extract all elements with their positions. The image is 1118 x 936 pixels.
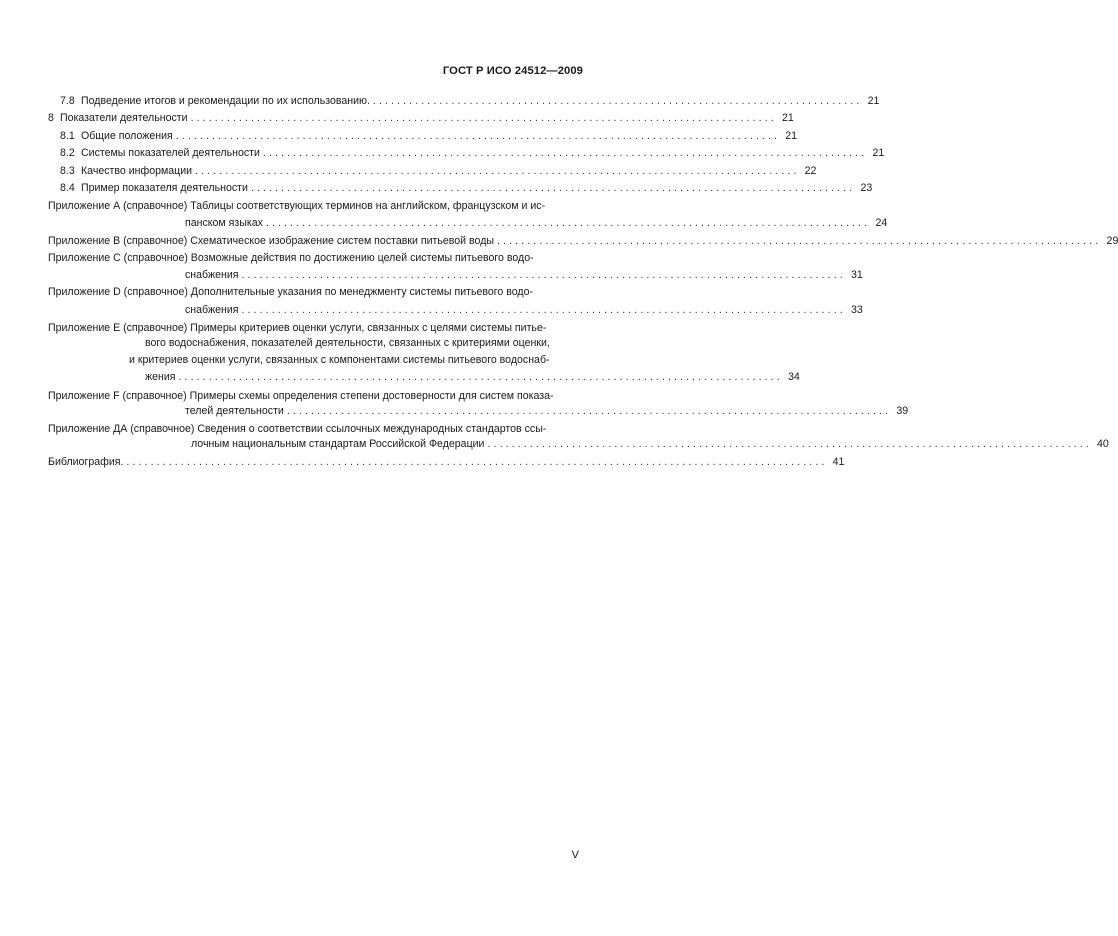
toc-entry-number: 8: [48, 112, 54, 124]
toc-entry-page: 31: [851, 269, 863, 281]
toc-entry-page: 29: [1106, 235, 1118, 247]
toc-entry-title: лочным национальным стандартам Российской Федерации: [191, 438, 485, 450]
toc-entry-appendix-b[interactable]: [48, 234, 1118, 248]
toc-entry-appendix-a[interactable]: [185, 216, 888, 230]
document-code-header: ГОСТ Р ИСО 24512—2009: [442, 65, 583, 77]
toc-entry-title: жения: [145, 371, 176, 383]
toc-entry-title: снабжения: [185, 304, 239, 316]
toc-leader-dots: ....................................................................................................: [241, 304, 846, 316]
toc-entry-page: 21: [867, 95, 880, 107]
toc-entry-8-4[interactable]: [60, 181, 873, 195]
toc-entry-number: 7.8: [60, 95, 75, 107]
toc-leader-dots: ....................................................................................................: [265, 217, 871, 229]
toc-appendix-c-line1: Приложение С (справочное) Возможные действия по достижению целей системы питьевого водо-: [48, 252, 534, 264]
toc-entry-page: 21: [781, 112, 794, 124]
toc-appendix-da-line1: Приложение ДА (справочное) Сведения о соответствии ссылочных международных стандартов ссы-: [48, 423, 547, 435]
toc-leader-dots: ....................................................................................................: [487, 438, 1092, 450]
toc-entry-page: 21: [872, 147, 885, 159]
toc-appendix-e-line1: Приложение Е (справочное) Примеры критериев оценки услуги, связанных с целями системы питье-: [48, 322, 547, 334]
page-number: V: [571, 849, 579, 861]
toc-entry-8-2[interactable]: [60, 146, 885, 160]
toc-entry-bibliography[interactable]: [48, 455, 845, 469]
toc-entry-page: 21: [785, 130, 798, 142]
toc-entry-title: Общие положения: [81, 130, 173, 142]
toc-entry-number: 8.1: [60, 130, 75, 142]
toc-entry-title: Качество информации: [81, 165, 193, 177]
toc-entry-page: 41: [832, 456, 845, 468]
toc-entry-8-1[interactable]: [60, 129, 798, 143]
toc-entry-title: Приложение В (справочное) Схематическое изображение систем поставки питьевой воды: [48, 235, 495, 247]
toc-leader-dots: .................................................................................: [372, 95, 863, 107]
toc-entry-title: телей деятельности: [185, 405, 284, 417]
toc-entry-page: 33: [851, 304, 863, 316]
toc-entry-appendix-da[interactable]: [191, 437, 1109, 451]
toc-entry-title: Пример показателя деятельности: [81, 182, 248, 194]
toc-entry-page: 40: [1097, 438, 1109, 450]
toc-entry-title: панском языках: [185, 217, 263, 229]
toc-leader-dots: ....................................................................................................: [262, 147, 868, 159]
toc-leader-dots: ....................................................................................................: [286, 405, 892, 417]
toc-appendix-d-line1: Приложение D (справочное) Дополнительные указания по менеджменту системы питьевого водо-: [48, 286, 534, 298]
toc-entry-number: 8.2: [60, 147, 75, 159]
toc-entry-appendix-f[interactable]: [185, 404, 909, 418]
toc-entry-7-8[interactable]: [60, 94, 880, 108]
toc-entry-page: 24: [875, 217, 888, 229]
toc-appendix-e-line3: и критериев оценки услуги, связанных с компонентами системы питьевого водоснаб-: [129, 354, 550, 366]
toc-entry-page: 34: [788, 371, 800, 383]
toc-entry-number: 8.4: [60, 182, 75, 194]
toc-entry-appendix-d[interactable]: [185, 303, 863, 317]
toc-entry-title: Подведение итогов и рекомендации по их использованию.: [81, 95, 370, 107]
toc-leader-dots: ....................................................................................................: [195, 165, 800, 177]
toc-entry-title: Показатели деятельности: [60, 112, 188, 124]
toc-leader-dots: ....................................................................................................: [241, 269, 846, 281]
toc-entry-8-3[interactable]: [60, 164, 817, 178]
toc-appendix-e-line2: вого водоснабжения, показателей деятельности, связанных с критериями оценки,: [145, 337, 550, 349]
toc-entry-page: 39: [896, 405, 909, 417]
toc-appendix-a-line1: Приложение А (справочное) Таблицы соответствующих терминов на английском, французском и ис-: [48, 200, 546, 212]
toc-entry-number: 8.3: [60, 165, 75, 177]
toc-entry-title: Системы показателей деятельности: [81, 147, 260, 159]
toc-entry-page: 22: [804, 165, 817, 177]
toc-leader-dots: ....................................................................................................: [250, 182, 856, 194]
toc-leader-dots: ....................................................................................................: [178, 371, 783, 383]
toc-entry-title: снабжения: [185, 269, 239, 281]
toc-entry-title: Библиография.: [48, 456, 124, 468]
toc-entry-appendix-c[interactable]: [185, 268, 863, 282]
toc-entry-8[interactable]: [48, 111, 794, 125]
toc-leader-dots: ....................................................................................................................: [126, 456, 828, 468]
toc-leader-dots: ....................................................................................................: [175, 130, 781, 142]
toc-appendix-f-line1: Приложение F (справочное) Примеры схемы определения степени достоверности для систем показа-: [48, 390, 554, 402]
toc-leader-dots: .................................................................................................: [190, 112, 777, 124]
toc-leader-dots: ....................................................................................................: [497, 235, 1102, 247]
toc-entry-page: 23: [860, 182, 873, 194]
toc-entry-appendix-e[interactable]: [145, 370, 800, 384]
